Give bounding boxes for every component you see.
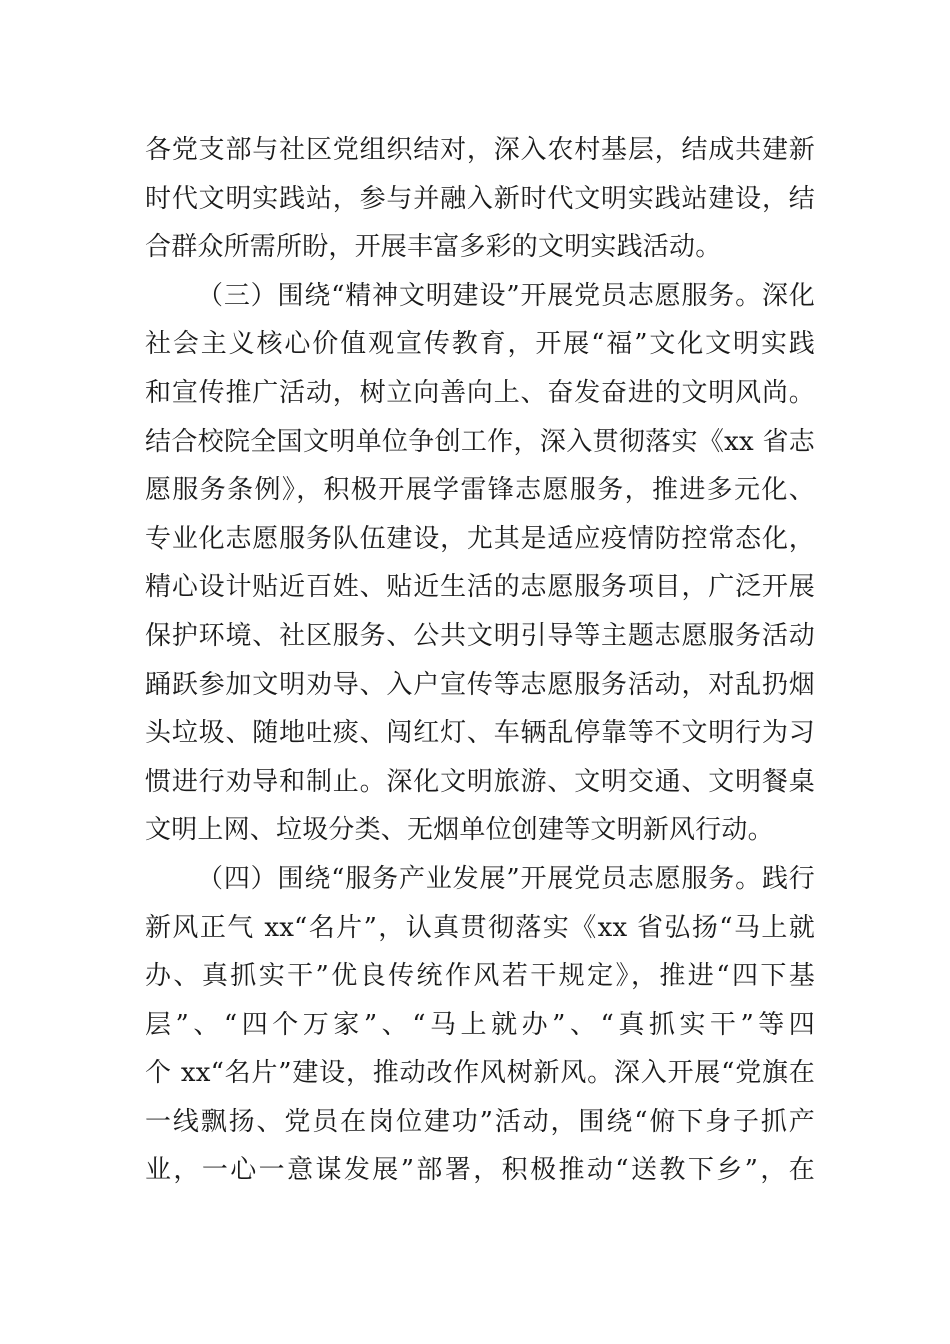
section-heading-line: （四）围绕“服务产业发展”开展党员志愿服务。践行 [197, 863, 815, 894]
section-heading-line: （三）围绕“精神文明建设”开展党员志愿服务。深化 [197, 280, 815, 311]
text-line: 精心设计贴近百姓、贴近生活的志愿服务项目，广泛开展 [145, 572, 815, 603]
text-line: 各党支部与社区党组织结对，深入农村基层，结成共建新 [145, 135, 815, 165]
text-line: 个 xx“名片”建设，推动改作风树新风。深入开展“党旗在 [145, 1058, 815, 1089]
text-line: 社会主义核心价值观宣传教育，开展“福”文化文明实践 [145, 329, 815, 360]
text-line: 专业化志愿服务队伍建设，尤其是适应疫情防控常态化， [145, 523, 815, 554]
text-line: 一线飘扬、党员在岗位建功”活动，围绕“俯下身子抓产 [145, 1106, 815, 1137]
body-text [145, 126, 815, 1195]
text-line: 新风正气 xx“名片”，认真贯彻落实《xx 省弘扬“马上就 [145, 912, 815, 943]
text-line: 惯进行劝导和制止。深化文明旅游、文明交通、文明餐桌 [145, 766, 815, 797]
text-line: 办、真抓实干”优良传统作风若干规定》，推进“四下基 [145, 961, 815, 992]
text-line: 踊跃参加文明劝导、入户宣传等志愿服务活动，对乱扔烟 [145, 669, 815, 700]
text-line: 合群众所需所盼，开展丰富多彩的文明实践活动。 [145, 232, 722, 263]
text-line: 结合校院全国文明单位争创工作，深入贯彻落实《xx 省志 [145, 426, 815, 457]
text-line: 层”、“四个万家”、“马上就办”、“真抓实干”等四 [145, 1009, 815, 1040]
text-line: 业，一心一意谋发展”部署，积极推动“送教下乡”，在 [145, 1155, 815, 1186]
text-line: 愿服务条例》，积极开展学雷锋志愿服务，推进多元化、 [145, 475, 815, 506]
text-line: 时代文明实践站，参与并融入新时代文明实践站建设，结 [145, 183, 815, 214]
text-line: 头垃圾、随地吐痰、闯红灯、车辆乱停靠等不文明行为习 [145, 718, 815, 749]
text-line: 保护环境、社区服务、公共文明引导等主题志愿服务活动 [145, 620, 815, 651]
text-line: 文明上网、垃圾分类、无烟单位创建等文明新风行动。 [145, 815, 774, 846]
text-line: 和宣传推广活动，树立向善向上、奋发奋进的文明风尚。 [145, 377, 815, 408]
